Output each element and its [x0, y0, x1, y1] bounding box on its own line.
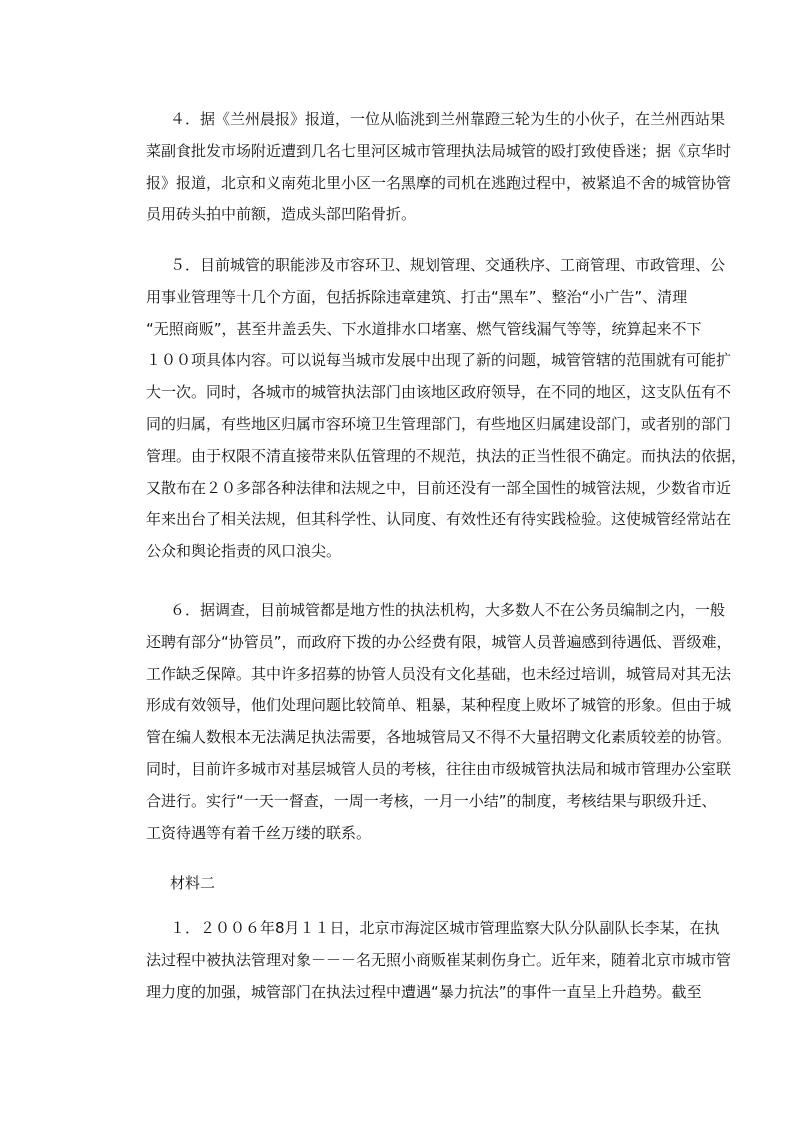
section-heading-material-two [146, 868, 662, 900]
paragraph-5-city-management-functions [146, 250, 747, 568]
paragraph-line: １００项具体内容。可以说每当城市发展中出现了新的问题，城管管辖的范围就有可能扩 [146, 351, 732, 370]
paragraph-line: “无照商贩”，甚至井盖丢失、下水道排水口堵塞、燃气管线漏气等等，统算起来不下 [146, 319, 702, 338]
section-heading: 材料二 [170, 874, 216, 892]
paragraph-line: 法过程中被执法管理对象－－－名无照小商贩崔某刺伤身亡。近年来，随着北京市城市管 [146, 950, 732, 969]
paragraph-line: ５．目前城管的职能涉及市容环卫、规划管理、交通秩序、工商管理、市政管理、公 [170, 256, 726, 274]
paragraph-line: 合进行。实行“一天一督查，一周一考核，一月一小结”的制度，考核结果与职级升迁、 [146, 791, 717, 810]
paragraph-line: 工资待遇等有着千丝万缕的联系。 [146, 823, 372, 842]
paragraph-line: 菜副食批发市场附近遭到几名七里河区城市管理执法局城管的殴打致使昏迷；据《京华时 [146, 141, 732, 160]
paragraph-line: 用事业管理等十几个方面，包括拆除违章建筑、打击“黑车”、整治“小广告”、清理 [146, 287, 688, 306]
paragraph-line: 还聘有部分“协管员”，而政府下拨的办公经费有限，城管人员普遍感到待遇低、晋级难， [146, 632, 732, 651]
paragraph-line: 同的归属，有些地区归属市容环境卫生管理部门，有些地区归属建设部门，或者别的部门 [146, 414, 732, 433]
paragraph-line: 同时，目前许多城市对基层城管人员的考核，往往由市级城管执法局和城市管理办公室联 [146, 759, 732, 778]
paragraph-line: 员用砖头拍中前额，造成头部凹陷骨折。 [146, 205, 417, 224]
paragraph-6-survey-findings [146, 595, 732, 849]
paragraph-line: ６．据调查，目前城管都是地方性的执法机构，大多数人不在公务员编制之内，一般 [170, 601, 726, 619]
paragraph-line: 管在编人数根本无法满足执法需要，各地城管局又不得不大量招聘文化素质较差的协管。 [146, 728, 732, 747]
paragraph-line: 又散布在２０多部各种法律和法规之中，目前还没有一部全国性的城管法规，少数省市近 [146, 478, 732, 497]
paragraph-line: 管理。由于权限不清直接带来队伍管理的不规范，执法的正当性很不确定。而执法的依据， [146, 446, 747, 465]
paragraph-line: 报》报道，北京和义南苑北里小区一名黑摩的司机在逃跑过程中，被紧追不舍的城管协管 [146, 173, 732, 192]
paragraph-line: 大一次。同时，各城市的城管执法部门由该地区政府领导，在不同的地区，这支队伍有不 [146, 383, 732, 402]
paragraph-line: 公众和舆论指责的风口浪尖。 [146, 542, 342, 561]
paragraph-4-city-management-violence [146, 104, 732, 231]
paragraph-line: 工作缺乏保障。其中许多招募的协管人员没有文化基础，也未经过培训，城管局对其无法 [146, 664, 732, 683]
paragraph-line: １．２００６年8月１１日，北京市海淀区城市管理监察大队分队副队长李某，在执 [170, 919, 720, 937]
paragraph-line: 理力度的加强，城管部门在执法过程中遭遇“暴力抗法”的事件一直呈上升趋势。截至 [146, 982, 702, 1001]
paragraph-line: 年来出台了相关法规，但其科学性、认同度、有效性还有待实践检验。这使城管经常站在 [146, 510, 732, 529]
paragraph-1-material-two [146, 913, 732, 1008]
paragraph-line: 形成有效领导，他们处理问题比较简单、粗暴，某种程度上败坏了城管的形象。但由于城 [146, 696, 732, 715]
paragraph-line: ４．据《兰州晨报》报道，一位从临洮到兰州靠蹬三轮为生的小伙子，在兰州西站果 [170, 110, 726, 128]
